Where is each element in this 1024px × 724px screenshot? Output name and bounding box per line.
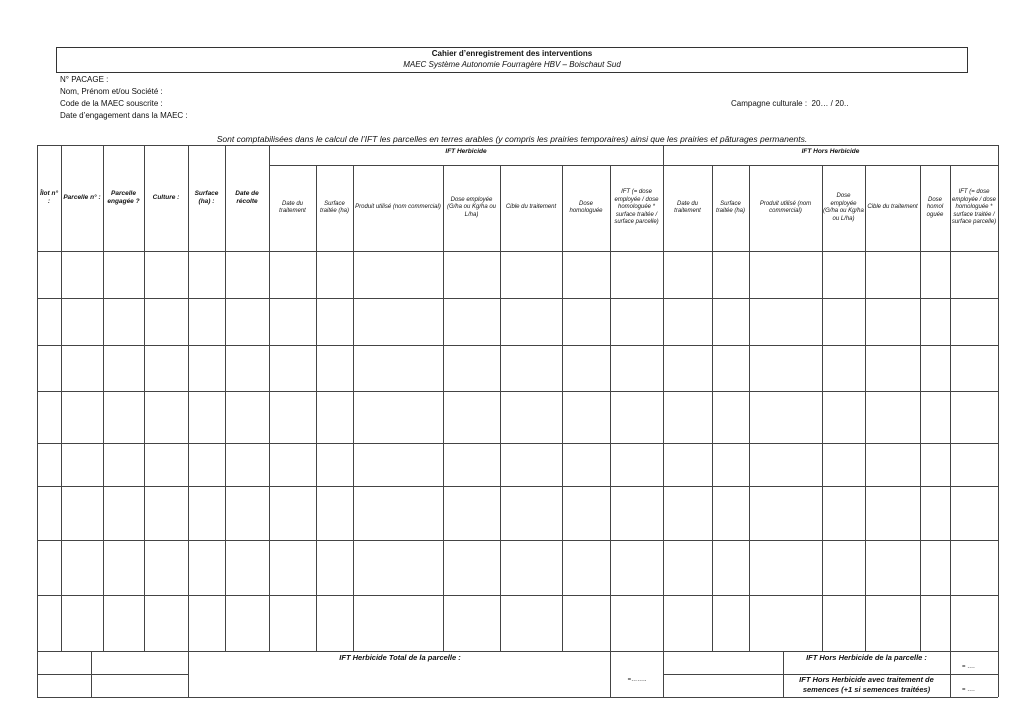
table-cell[interactable] — [270, 444, 316, 486]
column-header: Surface traitée (ha) — [319, 200, 349, 214]
table-cell[interactable] — [444, 299, 500, 345]
table-cell[interactable] — [750, 392, 822, 443]
column-header: Îlot n° : — [39, 189, 59, 205]
column-header: Dose employée (G/ha ou Kg/ha ou L/ha) — [446, 196, 497, 218]
table-cell[interactable] — [664, 444, 712, 486]
table-cell[interactable] — [354, 299, 443, 345]
table-cell[interactable] — [664, 541, 712, 595]
table-cell[interactable] — [189, 541, 225, 595]
table-cell[interactable] — [750, 346, 822, 391]
table-cell[interactable] — [501, 541, 562, 595]
table-cell[interactable] — [951, 444, 998, 486]
table-cell[interactable] — [866, 299, 920, 345]
table-cell[interactable] — [866, 596, 920, 651]
table-cell[interactable] — [664, 299, 712, 345]
table-cell[interactable] — [823, 299, 865, 345]
campaign-label: Campagne culturale : — [731, 99, 808, 108]
table-cell[interactable] — [823, 596, 865, 651]
table-cell[interactable] — [354, 541, 443, 595]
table-cell[interactable] — [563, 252, 610, 298]
table-cell[interactable] — [611, 252, 663, 298]
table-cell[interactable] — [750, 541, 822, 595]
column-header: Parcelle n° : — [63, 193, 101, 201]
table-cell[interactable] — [62, 299, 103, 345]
table-cell[interactable] — [713, 299, 749, 345]
column-header: IFT (= dose employée / dose homologuée * surface traitée / surface parcelle) — [951, 189, 997, 226]
document-subtitle: MAEC Système Autonomie Fourragère HBV – Boischaut Sud — [403, 60, 621, 69]
table-cell[interactable] — [823, 444, 865, 486]
table-cell[interactable] — [444, 487, 500, 540]
hors-herbicide-label: IFT Hors Herbicide de la parcelle : — [806, 653, 927, 662]
table-cell[interactable] — [38, 252, 61, 298]
footer-divider — [998, 651, 999, 697]
table-cell[interactable] — [713, 541, 749, 595]
table-cell[interactable] — [951, 392, 998, 443]
table-cell[interactable] — [62, 596, 103, 651]
table-cell[interactable] — [750, 299, 822, 345]
table-cell[interactable] — [189, 252, 225, 298]
footer-divider — [610, 651, 611, 697]
footer-divider — [663, 651, 664, 697]
engagement-date-field-label: Date d’engagement dans la MAEC : — [60, 111, 188, 120]
table-cell[interactable] — [611, 487, 663, 540]
table-cell[interactable] — [62, 487, 103, 540]
table-cell[interactable] — [866, 444, 920, 486]
table-cell[interactable] — [104, 444, 144, 486]
campaign-value: 20… / 20.. — [811, 99, 849, 108]
column-header: Culture : — [152, 193, 180, 201]
table-cell[interactable] — [501, 392, 562, 443]
table-cell[interactable] — [921, 346, 950, 391]
table-cell[interactable] — [611, 444, 663, 486]
table-cell[interactable] — [317, 541, 353, 595]
column-header: Cible du traitement — [867, 204, 918, 211]
footer-divider — [188, 651, 189, 697]
table-cell[interactable] — [921, 252, 950, 298]
table-cell[interactable] — [354, 596, 443, 651]
table-cell[interactable] — [104, 392, 144, 443]
table-cell[interactable] — [145, 541, 188, 595]
row-divider — [37, 651, 998, 652]
table-cell[interactable] — [226, 299, 269, 345]
table-cell[interactable] — [354, 487, 443, 540]
table-cell[interactable] — [38, 392, 61, 443]
table-cell[interactable] — [317, 487, 353, 540]
table-cell[interactable] — [750, 596, 822, 651]
herbicide-total-label: IFT Herbicide Total de la parcelle : — [339, 653, 461, 662]
column-header: Date du traitement — [279, 200, 306, 214]
table-cell[interactable] — [145, 444, 188, 486]
table-cell[interactable] — [104, 346, 144, 391]
table-cell[interactable] — [563, 444, 610, 486]
table-cell[interactable] — [145, 596, 188, 651]
footer-divider — [950, 651, 951, 697]
table-cell[interactable] — [317, 252, 353, 298]
table-cell[interactable] — [189, 596, 225, 651]
table-cell[interactable] — [664, 596, 712, 651]
table-cell[interactable] — [750, 252, 822, 298]
table-cell[interactable] — [713, 596, 749, 651]
table-cell[interactable] — [145, 299, 188, 345]
hors-herbicide-value[interactable]: = …. — [962, 664, 975, 670]
hors-herbicide-semences-value[interactable]: = …. — [962, 687, 975, 693]
footer-divider — [37, 651, 38, 697]
table-cell[interactable] — [226, 541, 269, 595]
table-cell[interactable] — [823, 487, 865, 540]
table-cell[interactable] — [866, 487, 920, 540]
table-cell[interactable] — [104, 596, 144, 651]
table-cell[interactable] — [226, 596, 269, 651]
table-cell[interactable] — [354, 392, 443, 443]
table-cell[interactable] — [317, 596, 353, 651]
table-cell[interactable] — [823, 392, 865, 443]
table-cell[interactable] — [354, 444, 443, 486]
table-cell[interactable] — [62, 252, 103, 298]
table-cell[interactable] — [270, 487, 316, 540]
table-cell[interactable] — [501, 299, 562, 345]
table-cell[interactable] — [104, 487, 144, 540]
column-header: Dose employée (G/ha ou Kg/ha ou L/ha) — [823, 193, 864, 222]
column-header: Surface traitée (ha) — [715, 200, 745, 214]
pacage-field-label: N° PACAGE : — [60, 75, 109, 84]
table-cell[interactable] — [921, 299, 950, 345]
table-cell[interactable] — [38, 444, 61, 486]
table-cell[interactable] — [866, 346, 920, 391]
table-cell[interactable] — [104, 299, 144, 345]
table-cell[interactable] — [226, 252, 269, 298]
column-header: Surface (ha) : — [194, 189, 219, 205]
table-cell[interactable] — [270, 252, 316, 298]
table-cell[interactable] — [145, 346, 188, 391]
hors-herbicide-semences-label: IFT Hors Herbicide avec traitement de semences (+1 si semences traitées) — [799, 675, 934, 694]
table-cell[interactable] — [270, 346, 316, 391]
table-cell[interactable] — [226, 487, 269, 540]
column-header: Date du traitement — [674, 200, 701, 214]
footer-divider — [37, 674, 188, 675]
ift-note: Sont comptabilisées dans le calcul de l’IFT les parcelles en terres arables (y compris les prairies temporaires) ainsi que les prairies et pâturages permanents. — [216, 134, 808, 144]
table-cell[interactable] — [317, 444, 353, 486]
table-cell[interactable] — [226, 444, 269, 486]
table-cell[interactable] — [921, 541, 950, 595]
table-cell[interactable] — [501, 596, 562, 651]
table-cell[interactable] — [866, 252, 920, 298]
table-cell[interactable] — [921, 392, 950, 443]
table-cell[interactable] — [501, 444, 562, 486]
table-cell[interactable] — [38, 299, 61, 345]
table-cell[interactable] — [563, 487, 610, 540]
table-cell[interactable] — [611, 392, 663, 443]
table-cell[interactable] — [713, 392, 749, 443]
column-header: Produit utilisé (nom commercial) — [355, 204, 441, 211]
table-cell[interactable] — [713, 444, 749, 486]
table-cell[interactable] — [38, 346, 61, 391]
table-cell[interactable] — [354, 346, 443, 391]
table-cell[interactable] — [501, 487, 562, 540]
table-cell[interactable] — [145, 392, 188, 443]
column-header: Produit utilisé (nom commercial) — [759, 200, 812, 214]
table-cell[interactable] — [750, 487, 822, 540]
table-cell[interactable] — [611, 541, 663, 595]
table-cell[interactable] — [951, 299, 998, 345]
table-cell[interactable] — [713, 252, 749, 298]
table-cell[interactable] — [823, 252, 865, 298]
herbicide-total-value[interactable]: =…….. — [627, 677, 647, 683]
table-cell[interactable] — [104, 541, 144, 595]
table-cell[interactable] — [444, 541, 500, 595]
table-cell[interactable] — [750, 444, 822, 486]
table-cell[interactable] — [921, 444, 950, 486]
table-cell[interactable] — [664, 392, 712, 443]
table-cell[interactable] — [444, 346, 500, 391]
footer-divider — [91, 651, 92, 697]
table-cell[interactable] — [270, 392, 316, 443]
table-cell[interactable] — [189, 299, 225, 345]
table-cell[interactable] — [189, 346, 225, 391]
table-cell[interactable] — [611, 346, 663, 391]
table-cell[interactable] — [145, 487, 188, 540]
column-header: IFT (= dose employée / dose homologuée * surface traitée / surface parcelle) — [614, 189, 659, 226]
group-header: IFT Hors Herbicide — [801, 148, 860, 155]
table-cell[interactable] — [62, 392, 103, 443]
maec-code-field-label: Code de la MAEC souscrite : — [60, 99, 163, 108]
table-cell[interactable] — [713, 346, 749, 391]
table-cell[interactable] — [563, 392, 610, 443]
table-cell[interactable] — [444, 252, 500, 298]
table-cell[interactable] — [921, 487, 950, 540]
table-cell[interactable] — [951, 252, 998, 298]
table-cell[interactable] — [270, 596, 316, 651]
column-header: Cible du traitement — [505, 204, 557, 211]
table-cell[interactable] — [38, 596, 61, 651]
table-cell[interactable] — [317, 346, 353, 391]
table-cell[interactable] — [921, 596, 950, 651]
table-cell[interactable] — [563, 346, 610, 391]
table-cell[interactable] — [563, 541, 610, 595]
table-cell[interactable] — [226, 346, 269, 391]
table-cell[interactable] — [866, 392, 920, 443]
table-cell[interactable] — [62, 346, 103, 391]
table-cell[interactable] — [38, 487, 61, 540]
table-cell[interactable] — [444, 444, 500, 486]
table-cell[interactable] — [951, 541, 998, 595]
name-field-label: Nom, Prénom et/ou Société : — [60, 87, 163, 96]
table-cell[interactable] — [270, 299, 316, 345]
table-cell[interactable] — [226, 392, 269, 443]
table-cell[interactable] — [866, 541, 920, 595]
table-cell[interactable] — [354, 252, 443, 298]
table-cell[interactable] — [664, 487, 712, 540]
footer-bottom-border — [37, 697, 998, 698]
table-cell[interactable] — [664, 346, 712, 391]
table-cell[interactable] — [664, 252, 712, 298]
table-cell[interactable] — [270, 541, 316, 595]
table-cell[interactable] — [951, 346, 998, 391]
table-cell[interactable] — [62, 444, 103, 486]
table-cell[interactable] — [563, 299, 610, 345]
table-cell[interactable] — [501, 252, 562, 298]
table-cell[interactable] — [444, 596, 500, 651]
table-cell[interactable] — [823, 541, 865, 595]
group-header: IFT Herbicide — [445, 148, 487, 155]
document-title: Cahier d’enregistrement des interventions — [431, 49, 593, 58]
table-cell[interactable] — [189, 487, 225, 540]
table-cell[interactable] — [317, 299, 353, 345]
table-cell[interactable] — [563, 596, 610, 651]
table-cell[interactable] — [189, 392, 225, 443]
column-header: Dose homologuée — [569, 200, 603, 214]
table-cell[interactable] — [444, 392, 500, 443]
table-cell[interactable] — [317, 392, 353, 443]
table-cell[interactable] — [62, 541, 103, 595]
table-cell[interactable] — [104, 252, 144, 298]
column-header: Date de récolte — [235, 189, 259, 205]
campaign-field — [731, 99, 848, 108]
column-divider — [998, 145, 999, 651]
table-cell[interactable] — [38, 541, 61, 595]
table-cell[interactable] — [951, 596, 998, 651]
column-header: Dose homol oguée — [926, 196, 944, 218]
column-header: Parcelle engagée ? — [107, 189, 140, 205]
table-cell[interactable] — [611, 596, 663, 651]
table-cell[interactable] — [189, 444, 225, 486]
table-cell[interactable] — [713, 487, 749, 540]
table-cell[interactable] — [145, 252, 188, 298]
table-cell[interactable] — [951, 487, 998, 540]
table-cell[interactable] — [823, 346, 865, 391]
table-cell[interactable] — [611, 299, 663, 345]
table-cell[interactable] — [501, 346, 562, 391]
